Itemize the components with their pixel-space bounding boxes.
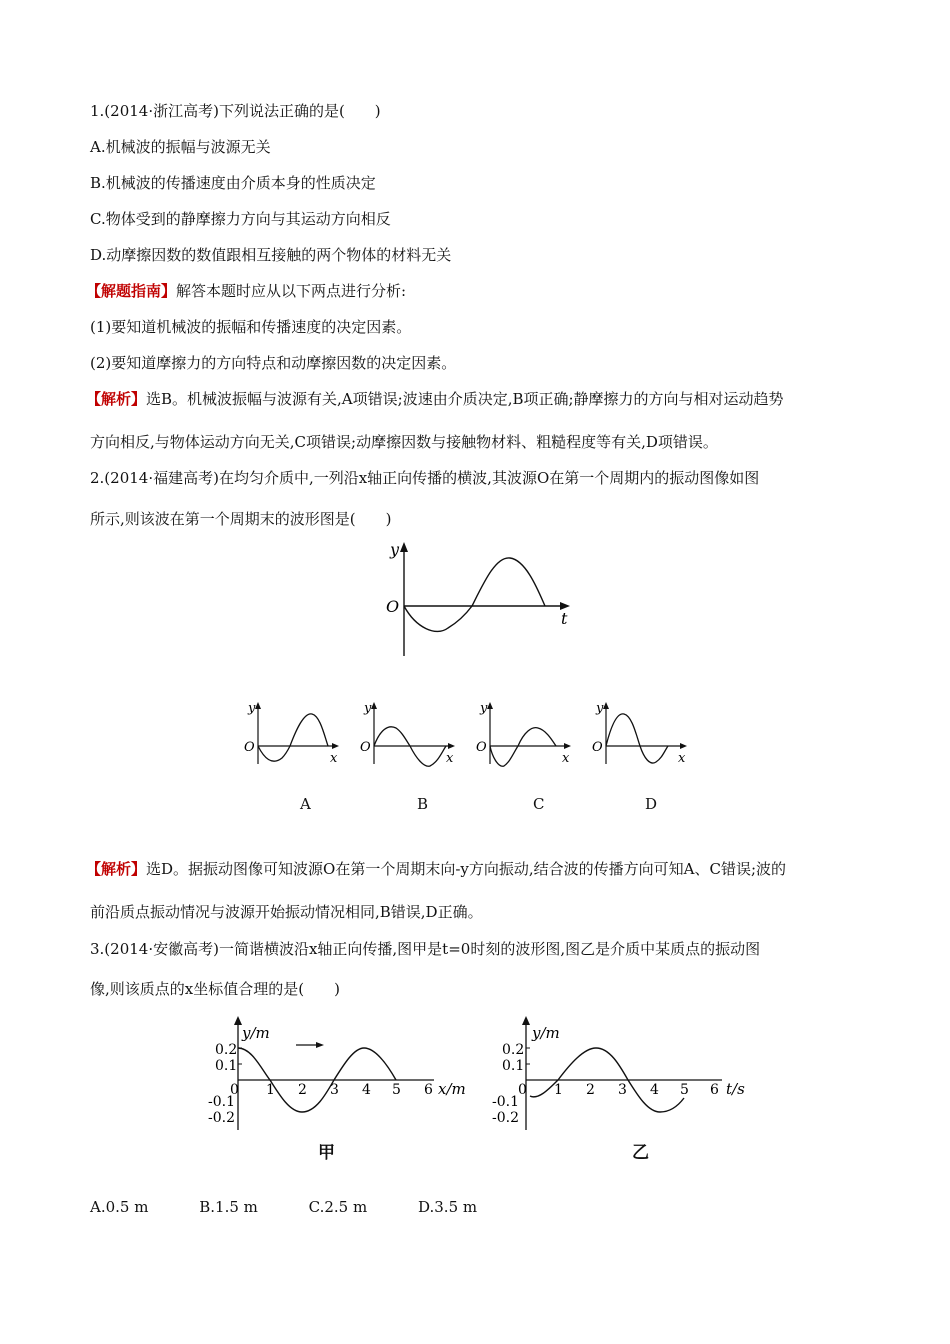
q2-graph-a	[242, 700, 342, 766]
x-label: x	[562, 751, 570, 766]
q2-stem-line2: 所示,则该波在第一个周期末的波形图是( )	[90, 510, 392, 528]
x-label: x	[330, 751, 338, 766]
q3-option-d: D.3.5 m	[418, 1198, 478, 1216]
t-label: t	[561, 609, 568, 628]
x-tick-4: 4	[362, 1082, 371, 1098]
y-tick-0.2: 0.2	[215, 1042, 238, 1058]
y-axis-arrow	[234, 1016, 242, 1025]
origin-label: O	[244, 740, 255, 755]
x-tick-0: 0	[230, 1082, 239, 1098]
q1-stem: 1.(2014·浙江高考)下列说法正确的是( )	[90, 102, 381, 120]
x-axis-arrow	[680, 743, 687, 749]
x-axis-arrow	[448, 743, 455, 749]
x-label: x	[678, 751, 686, 766]
t-tick-1: 1	[554, 1082, 563, 1098]
caption-b: B	[417, 795, 429, 813]
x-label: x	[446, 751, 454, 766]
q3-option-a: A.0.5 m	[90, 1198, 149, 1216]
q3-graph-yi	[488, 1014, 753, 1134]
guide-text: 解答本题时应从以下两点进行分析:	[176, 282, 407, 300]
q1-analysis	[86, 389, 784, 409]
q1-guide-point-2: (2)要知道摩擦力的方向特点和动摩擦因数的决定因素。	[90, 354, 457, 372]
caption-c: C	[533, 795, 545, 813]
q1-option-b: B.机械波的传播速度由介质本身的性质决定	[90, 174, 376, 192]
wave-curve	[606, 714, 668, 763]
q3-stem-line2: 像,则该质点的x坐标值合理的是( )	[90, 980, 340, 998]
t-tick-2: 2	[586, 1082, 595, 1098]
y-axis-arrow	[603, 702, 609, 709]
q1-option-a: A.机械波的振幅与波源无关	[90, 138, 271, 156]
q2-vibration-graph	[378, 538, 578, 663]
q2-graph-c	[474, 700, 574, 766]
q2-graph-d	[590, 700, 690, 766]
y-tick-0.1: 0.1	[215, 1058, 238, 1074]
q2-graph-b	[358, 700, 458, 766]
y-axis-arrow	[400, 542, 408, 552]
origin-label: O	[476, 740, 487, 755]
y-label: y	[390, 540, 400, 559]
q3-option-b: B.1.5 m	[199, 1198, 258, 1216]
x-tick-1: 1	[266, 1082, 275, 1098]
t-tick-4: 4	[650, 1082, 659, 1098]
x-axis-arrow	[564, 743, 571, 749]
y-tick-neg0.2: -0.2	[492, 1110, 519, 1126]
wave-curve	[490, 728, 556, 767]
q2-analysis	[86, 859, 786, 879]
q1-option-d: D.动摩擦因数的数值跟相互接触的两个物体的材料无关	[90, 246, 452, 264]
q3-stem: 3.(2014·安徽高考)一简谐横波沿x轴正向传播,图甲是t=0时刻的波形图,图乙是介质中某质点的振动图	[90, 940, 761, 958]
origin-label: O	[386, 597, 400, 616]
y-axis-arrow	[522, 1016, 530, 1025]
t-tick-6: 6	[710, 1082, 719, 1098]
y-label: y	[364, 701, 372, 716]
y-axis-arrow	[255, 702, 261, 709]
y-tick-neg0.1: -0.1	[492, 1094, 519, 1110]
q2-stem: 2.(2014·福建高考)在均匀介质中,一列沿x轴正向传播的横波,其波源O在第一个周期内的振动图像如图	[90, 469, 760, 487]
caption-yi: 乙	[632, 1143, 649, 1163]
t-label: t/s	[726, 1080, 745, 1098]
vibration-curve	[404, 558, 545, 632]
y-tick-neg0.1: -0.1	[208, 1094, 235, 1110]
guide-tag: 【解题指南】	[86, 282, 177, 300]
t-tick-0: 0	[518, 1082, 527, 1098]
q3-graph-jia	[208, 1014, 477, 1134]
q3-option-c: C.2.5 m	[308, 1198, 368, 1216]
x-tick-3: 3	[330, 1082, 339, 1098]
q1-guide	[86, 281, 406, 301]
q2-analysis-line2: 前沿质点振动情况与波源开始振动情况相同,B错误,D正确。	[90, 903, 483, 921]
direction-arrowhead	[316, 1042, 324, 1048]
q1-analysis-line2: 方向相反,与物体运动方向无关,C项错误;动摩擦因数与接触物材料、粗糙程度等有关,D项错误。	[90, 433, 718, 451]
q1-option-c: C.物体受到的静摩擦力方向与其运动方向相反	[90, 210, 391, 228]
y-axis-arrow	[487, 702, 493, 709]
caption-a: A	[300, 795, 311, 813]
analysis-text: 选B。机械波振幅与波源有关,A项错误;波速由介质决定,B项正确;静摩擦力的方向与相对运动趋势	[146, 390, 784, 408]
x-label: x/m	[438, 1080, 466, 1098]
y-label: y	[248, 701, 256, 716]
y-tick-neg0.2: -0.2	[208, 1110, 235, 1126]
x-tick-5: 5	[392, 1082, 401, 1098]
y-axis-arrow	[371, 702, 377, 709]
x-tick-2: 2	[298, 1082, 307, 1098]
y-label: y/m	[242, 1024, 270, 1042]
t-tick-3: 3	[618, 1082, 627, 1098]
x-tick-6: 6	[424, 1082, 433, 1098]
caption-d: D	[645, 795, 658, 813]
analysis-tag: 【解析】	[86, 860, 147, 878]
y-label: y	[596, 701, 604, 716]
y-tick-0.1: 0.1	[502, 1058, 525, 1074]
wave-curve	[258, 714, 328, 761]
q3-options	[90, 1198, 523, 1216]
x-axis-arrow	[332, 743, 339, 749]
y-label: y	[480, 701, 488, 716]
y-tick-0.2: 0.2	[502, 1042, 525, 1058]
q1-guide-point-1: (1)要知道机械波的振幅和传播速度的决定因素。	[90, 318, 412, 336]
t-tick-5: 5	[680, 1082, 689, 1098]
analysis-tag: 【解析】	[86, 390, 147, 408]
origin-label: O	[592, 740, 603, 755]
y-label: y/m	[532, 1024, 560, 1042]
caption-jia: 甲	[318, 1143, 335, 1163]
origin-label: O	[360, 740, 371, 755]
analysis-text: 选D。据振动图像可知波源O在第一个周期末向-y方向振动,结合波的传播方向可知A、C错误;波的	[146, 860, 787, 878]
